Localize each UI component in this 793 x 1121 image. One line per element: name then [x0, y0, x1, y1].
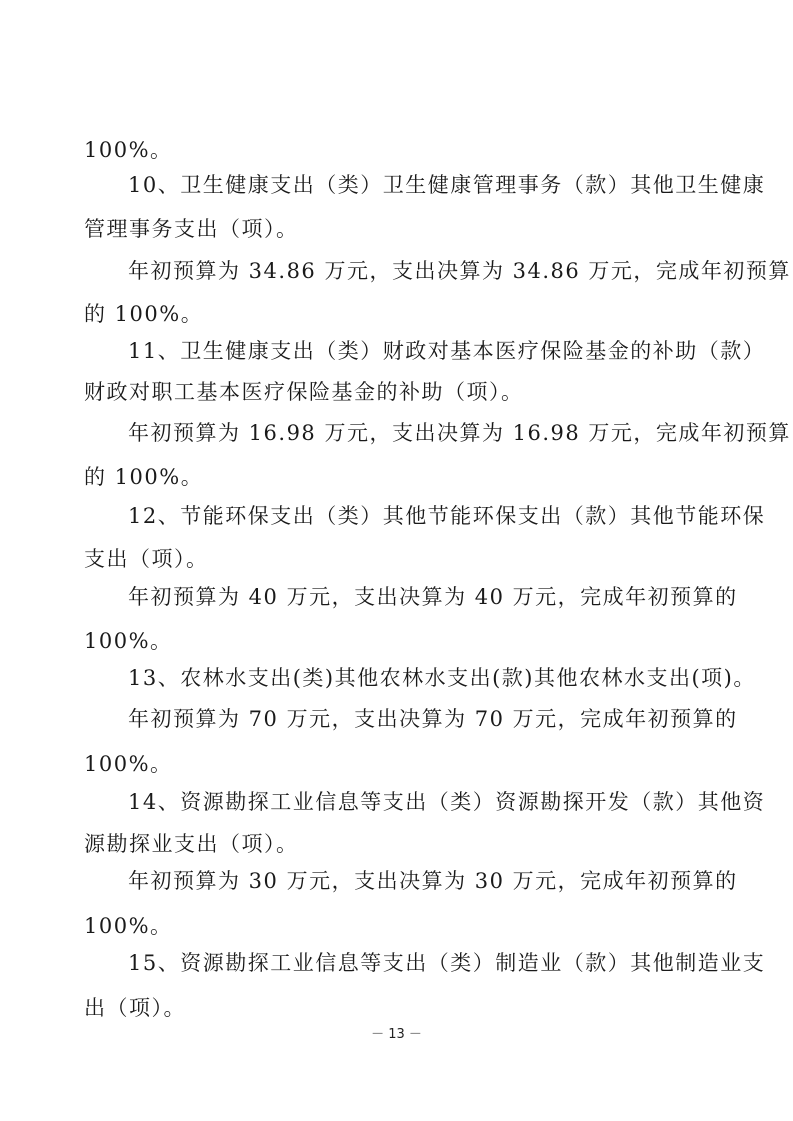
- section-heading-13: 13、农林水支出(类)其他农林水支出(款)其他农林水支出(项)。: [128, 666, 756, 690]
- text-line: 年初预算为 16.98 万元，支出决算为 16.98 万元，完成年初预算: [128, 421, 791, 445]
- text-line: 财政对职工基本医疗保险基金的补助（项）。: [84, 380, 524, 404]
- section-heading-14: 14、资源勘探工业信息等支出（类）资源勘探开发（款）其他资: [128, 790, 766, 814]
- text-line: 管理事务支出（项）。: [84, 217, 299, 241]
- text-line: 支出（项）。: [84, 547, 209, 571]
- text-line: 年初预算为 30 万元，支出决算为 30 万元，完成年初预算的: [128, 869, 738, 893]
- text-line: 100%。: [84, 629, 173, 653]
- text-line: 100%。: [84, 914, 173, 938]
- text-line: 出（项）。: [84, 996, 186, 1020]
- text-line: 年初预算为 34.86 万元，支出决算为 34.86 万元，完成年初预算: [128, 259, 791, 283]
- text-line: 的 100%。: [84, 302, 204, 326]
- text-line: 年初预算为 40 万元，支出决算为 40 万元，完成年初预算的: [128, 585, 738, 609]
- text-line: 年初预算为 70 万元，支出决算为 70 万元，完成年初预算的: [128, 707, 738, 731]
- text-line: 100%。: [84, 138, 173, 162]
- section-heading-15: 15、资源勘探工业信息等支出（类）制造业（款）其他制造业支: [128, 951, 766, 975]
- text-line: 100%。: [84, 752, 173, 776]
- section-heading-12: 12、节能环保支出（类）其他节能环保支出（款）其他节能环保: [128, 504, 766, 528]
- text-line: 的 100%。: [84, 465, 204, 489]
- section-heading-10: 10、卫生健康支出（类）卫生健康管理事务（款）其他卫生健康: [128, 173, 766, 197]
- page-number: － 13 －: [371, 1027, 422, 1042]
- section-heading-11: 11、卫生健康支出（类）财政对基本医疗保险基金的补助（款）: [128, 339, 766, 363]
- text-line: 源勘探业支出（项）。: [84, 832, 299, 856]
